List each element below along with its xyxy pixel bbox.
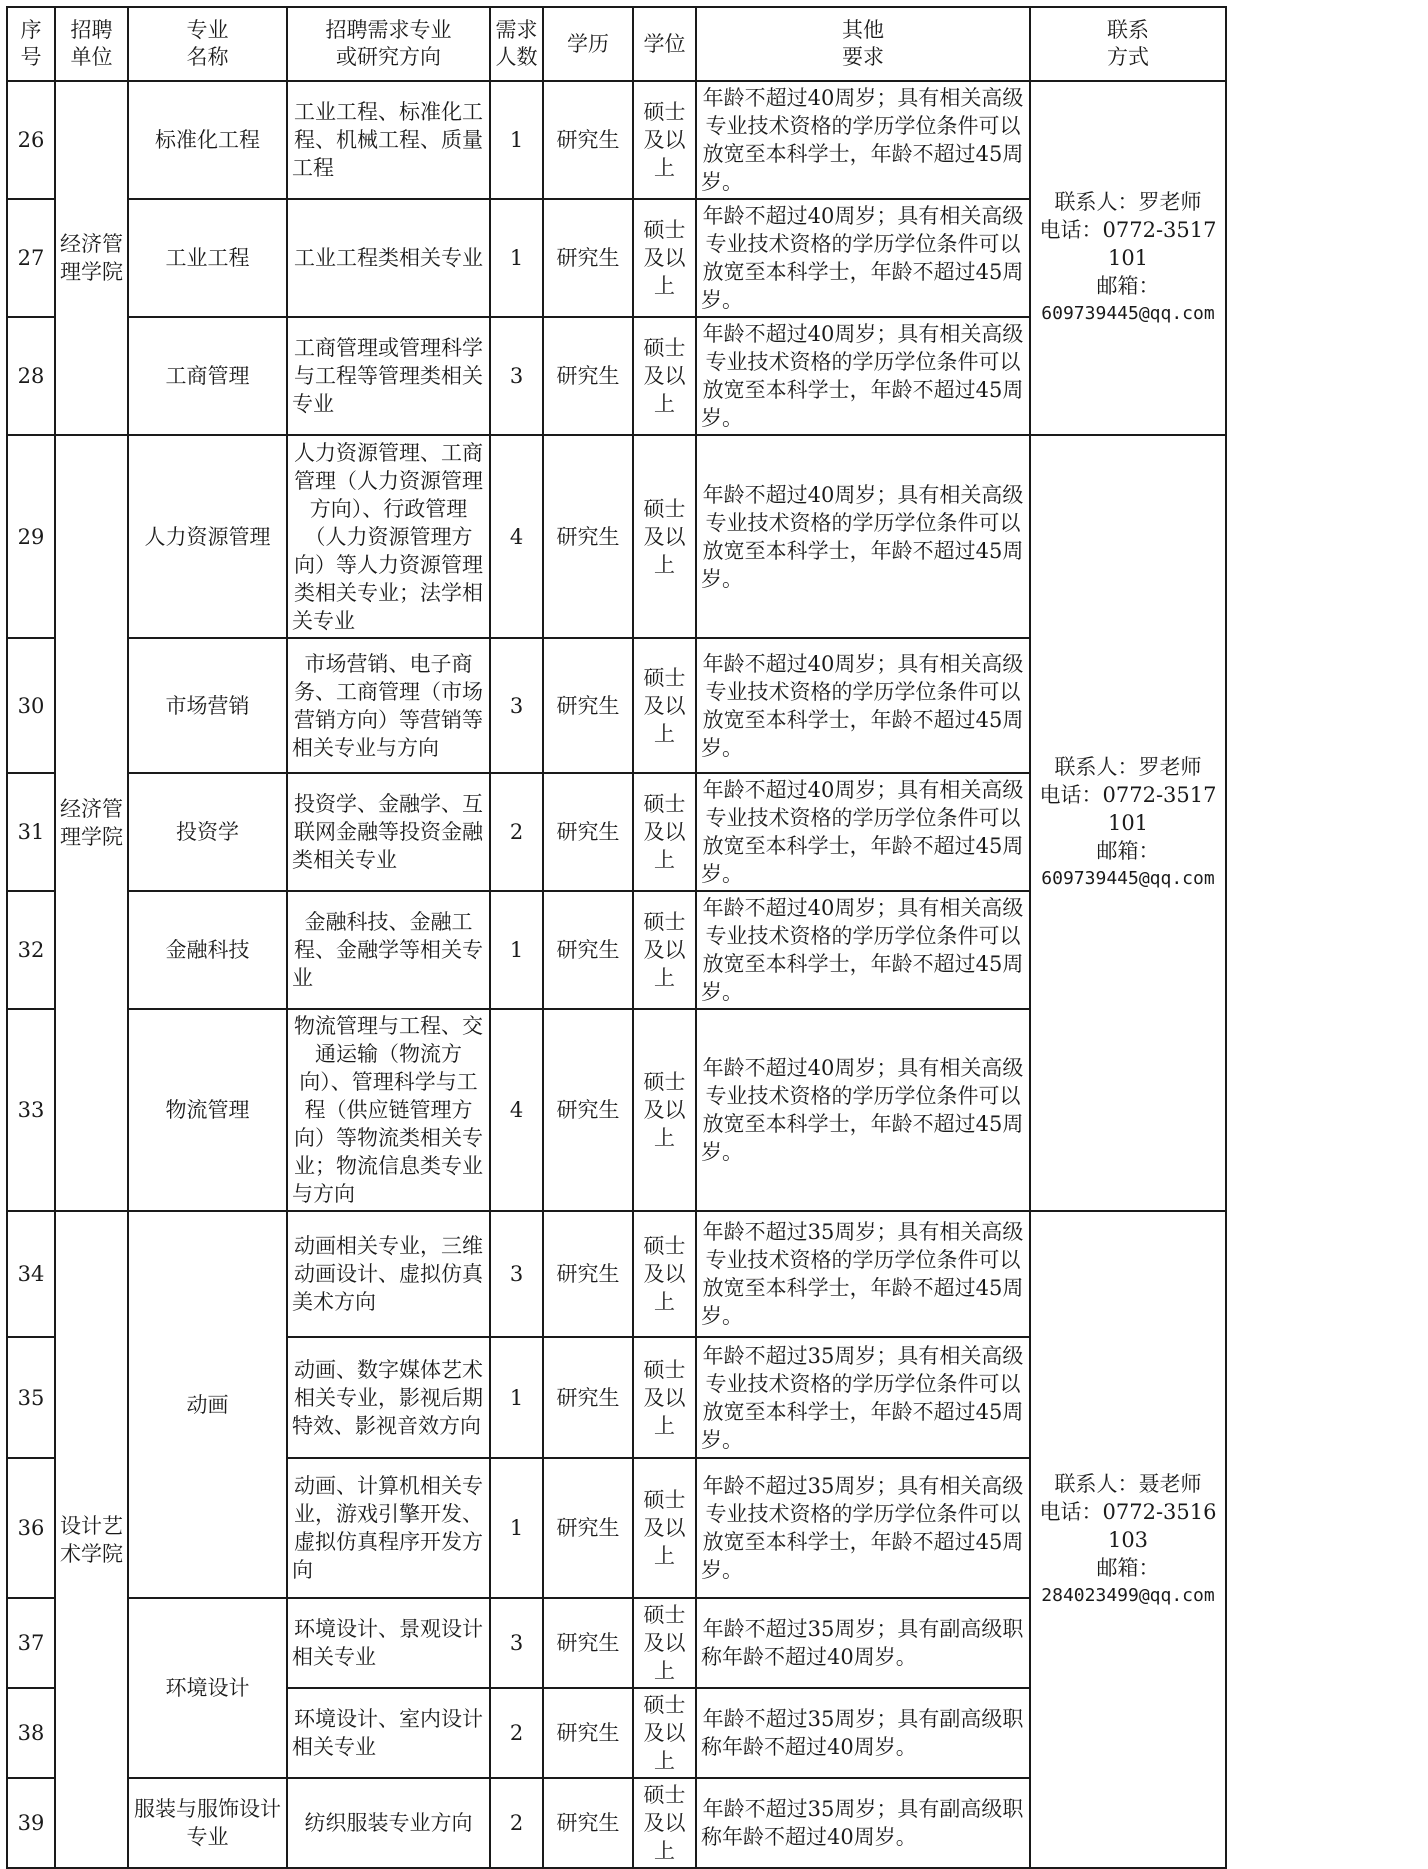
major-cell: 物流管理 [128, 1009, 287, 1211]
count-cell: 3 [490, 1598, 543, 1688]
other-cell: 年龄不超过40周岁；具有相关高级专业技术资格的学历学位条件可以放宽至本科学士，年龄不超过45周岁。 [696, 1009, 1030, 1211]
other-cell: 年龄不超过35周岁；具有相关高级专业技术资格的学历学位条件可以放宽至本科学士，年龄不超过45周岁。 [696, 1337, 1030, 1458]
header-direction: 招聘需求专业 或研究方向 [287, 7, 490, 81]
count-cell: 3 [490, 1211, 543, 1337]
unit-cell: 设计艺 术学院 [55, 1211, 128, 1868]
contact-phone-text: 电话：0772-3517101 [1039, 783, 1217, 835]
count-cell: 1 [490, 1458, 543, 1598]
contact-cell [1030, 1211, 1226, 1868]
direction-cell: 工商管理或管理科学与工程等管理类相关专业 [287, 317, 490, 435]
count-cell: 1 [490, 199, 543, 317]
other-cell: 年龄不超过40周岁；具有相关高级专业技术资格的学历学位条件可以放宽至本科学士，年龄不超过45周岁。 [696, 317, 1030, 435]
count-cell: 1 [490, 1337, 543, 1458]
row-no: 28 [7, 317, 55, 435]
header-education: 学历 [543, 7, 633, 81]
major-cell: 环境设计 [128, 1598, 287, 1778]
major-cell: 人力资源管理 [128, 435, 287, 638]
row-no: 37 [7, 1598, 55, 1688]
degree-cell: 硕士及以上 [633, 1009, 696, 1211]
direction-cell: 环境设计、室内设计相关专业 [287, 1688, 490, 1778]
row-no: 29 [7, 435, 55, 638]
contact-email: 609739445@qq.com [1041, 303, 1215, 324]
education-cell: 研究生 [543, 1009, 633, 1211]
degree-cell: 硕士及以上 [633, 638, 696, 773]
education-cell: 研究生 [543, 1598, 633, 1688]
major-cell: 工商管理 [128, 317, 287, 435]
count-cell: 2 [490, 1778, 543, 1868]
contact-email: 284023499@qq.com [1041, 1584, 1215, 1606]
contact-email: 609739445@qq.com [1041, 868, 1215, 889]
contact-person: 联系人：聂老师 [1054, 1471, 1202, 1496]
education-cell: 研究生 [543, 1688, 633, 1778]
row-no: 31 [7, 773, 55, 891]
direction-cell: 投资学、金融学、互联网金融等投资金融类相关专业 [287, 773, 490, 891]
education-cell: 研究生 [543, 1458, 633, 1598]
direction-cell: 市场营销、电子商务、工商管理（市场营销方向）等营销等相关专业与方向 [287, 638, 490, 773]
direction-cell: 物流管理与工程、交通运输（物流方向）、管理科学与工程（供应链管理方向）等物流类相关专业；物流信息类专业与方向 [287, 1009, 490, 1211]
other-cell: 年龄不超过40周岁；具有相关高级专业技术资格的学历学位条件可以放宽至本科学士，年龄不超过45周岁。 [696, 199, 1030, 317]
degree-cell: 硕士及以上 [633, 1458, 696, 1598]
row-no: 27 [7, 199, 55, 317]
table-row [7, 1211, 1226, 1337]
education-cell: 研究生 [543, 891, 633, 1009]
education-cell: 研究生 [543, 773, 633, 891]
contact-phone [1035, 1498, 1221, 1554]
count-cell: 1 [490, 81, 543, 199]
education-cell: 研究生 [543, 199, 633, 317]
other-cell: 年龄不超过40周岁；具有相关高级专业技术资格的学历学位条件可以放宽至本科学士，年龄不超过45周岁。 [696, 891, 1030, 1009]
row-no: 33 [7, 1009, 55, 1211]
contact-phone-text: 电话：0772-3516103 [1039, 1499, 1217, 1552]
direction-cell: 动画相关专业，三维动画设计、虚拟仿真美术方向 [287, 1211, 490, 1337]
major-cell: 市场营销 [128, 638, 287, 773]
major-cell: 标准化工程 [128, 81, 287, 199]
header-row [7, 7, 1226, 81]
direction-cell: 金融科技、金融工程、金融学等相关专业 [287, 891, 490, 1009]
row-no: 34 [7, 1211, 55, 1337]
row-no: 30 [7, 638, 55, 773]
other-cell: 年龄不超过35周岁；具有副高级职称年龄不超过40周岁。 [696, 1778, 1030, 1868]
major-cell: 动画 [128, 1211, 287, 1598]
other-cell: 年龄不超过40周岁；具有相关高级专业技术资格的学历学位条件可以放宽至本科学士，年龄不超过45周岁。 [696, 773, 1030, 891]
row-no: 39 [7, 1778, 55, 1868]
count-cell: 2 [490, 1688, 543, 1778]
table-row [7, 81, 1226, 199]
contact-email-label: 邮箱： [1096, 1555, 1160, 1580]
degree-cell: 硕士及以上 [633, 1688, 696, 1778]
contact-cell [1030, 81, 1226, 435]
other-cell: 年龄不超过40周岁；具有相关高级专业技术资格的学历学位条件可以放宽至本科学士，年龄不超过45周岁。 [696, 638, 1030, 773]
other-cell: 年龄不超过35周岁；具有副高级职称年龄不超过40周岁。 [696, 1598, 1030, 1688]
direction-cell: 动画、数字媒体艺术相关专业，影视后期特效、影视音效方向 [287, 1337, 490, 1458]
education-cell: 研究生 [543, 1337, 633, 1458]
degree-cell: 硕士及以上 [633, 435, 696, 638]
contact-email-label: 邮箱： [1096, 274, 1160, 298]
direction-cell: 工业工程类相关专业 [287, 199, 490, 317]
degree-cell: 硕士及以上 [633, 81, 696, 199]
count-cell: 3 [490, 317, 543, 435]
education-cell: 研究生 [543, 317, 633, 435]
header-count: 需求 人数 [490, 7, 543, 81]
count-cell: 1 [490, 891, 543, 1009]
other-cell: 年龄不超过40周岁；具有相关高级专业技术资格的学历学位条件可以放宽至本科学士，年龄不超过45周岁。 [696, 435, 1030, 638]
direction-cell: 工业工程、标准化工程、机械工程、质量工程 [287, 81, 490, 199]
direction-cell: 纺织服装专业方向 [287, 1778, 490, 1868]
header-unit: 招聘 单位 [55, 7, 128, 81]
header-contact: 联系 方式 [1030, 7, 1226, 81]
degree-cell: 硕士及以上 [633, 199, 696, 317]
contact-email-label: 邮箱： [1096, 839, 1160, 863]
count-cell: 4 [490, 1009, 543, 1211]
unit-cell: 经济管 理学院 [55, 81, 128, 435]
degree-cell: 硕士及以上 [633, 891, 696, 1009]
education-cell: 研究生 [543, 81, 633, 199]
table-row [7, 435, 1226, 638]
row-no: 38 [7, 1688, 55, 1778]
unit-cell: 经济管 理学院 [55, 435, 128, 1211]
degree-cell: 硕士及以上 [633, 1598, 696, 1688]
degree-cell: 硕士及以上 [633, 317, 696, 435]
header-degree: 学位 [633, 7, 696, 81]
contact-person: 联系人：罗老师 [1054, 755, 1202, 779]
education-cell: 研究生 [543, 1778, 633, 1868]
degree-cell: 硕士及以上 [633, 1211, 696, 1337]
direction-cell: 环境设计、景观设计相关专业 [287, 1598, 490, 1688]
recruitment-table [6, 6, 1227, 1869]
row-no: 26 [7, 81, 55, 199]
degree-cell: 硕士及以上 [633, 1337, 696, 1458]
row-no: 32 [7, 891, 55, 1009]
direction-cell: 人力资源管理、工商管理（人力资源管理方向）、行政管理（人力资源管理方向）等人力资源管理类相关专业；法学相关专业 [287, 435, 490, 638]
other-cell: 年龄不超过40周岁；具有相关高级专业技术资格的学历学位条件可以放宽至本科学士，年龄不超过45周岁。 [696, 81, 1030, 199]
degree-cell: 硕士及以上 [633, 1778, 696, 1868]
header-major: 专业 名称 [128, 7, 287, 81]
other-cell: 年龄不超过35周岁；具有相关高级专业技术资格的学历学位条件可以放宽至本科学士，年龄不超过45周岁。 [696, 1458, 1030, 1598]
count-cell: 2 [490, 773, 543, 891]
major-cell: 投资学 [128, 773, 287, 891]
header-other: 其他 要求 [696, 7, 1030, 81]
major-cell: 工业工程 [128, 199, 287, 317]
major-cell: 服装与服饰设计专业 [128, 1778, 287, 1868]
count-cell: 3 [490, 638, 543, 773]
contact-phone-text: 电话：0772-3517101 [1039, 218, 1217, 270]
header-no: 序号 [7, 7, 55, 81]
other-cell: 年龄不超过35周岁；具有副高级职称年龄不超过40周岁。 [696, 1688, 1030, 1778]
degree-cell: 硕士及以上 [633, 773, 696, 891]
education-cell: 研究生 [543, 638, 633, 773]
contact-phone [1035, 781, 1221, 837]
other-cell: 年龄不超过35周岁；具有相关高级专业技术资格的学历学位条件可以放宽至本科学士，年龄不超过45周岁。 [696, 1211, 1030, 1337]
contact-cell [1030, 435, 1226, 1211]
row-no: 35 [7, 1337, 55, 1458]
row-no: 36 [7, 1458, 55, 1598]
contact-person: 联系人：罗老师 [1054, 190, 1202, 214]
education-cell: 研究生 [543, 435, 633, 638]
contact-phone [1035, 216, 1221, 272]
direction-cell: 动画、计算机相关专业，游戏引擎开发、虚拟仿真程序开发方向 [287, 1458, 490, 1598]
major-cell: 金融科技 [128, 891, 287, 1009]
education-cell: 研究生 [543, 1211, 633, 1337]
count-cell: 4 [490, 435, 543, 638]
